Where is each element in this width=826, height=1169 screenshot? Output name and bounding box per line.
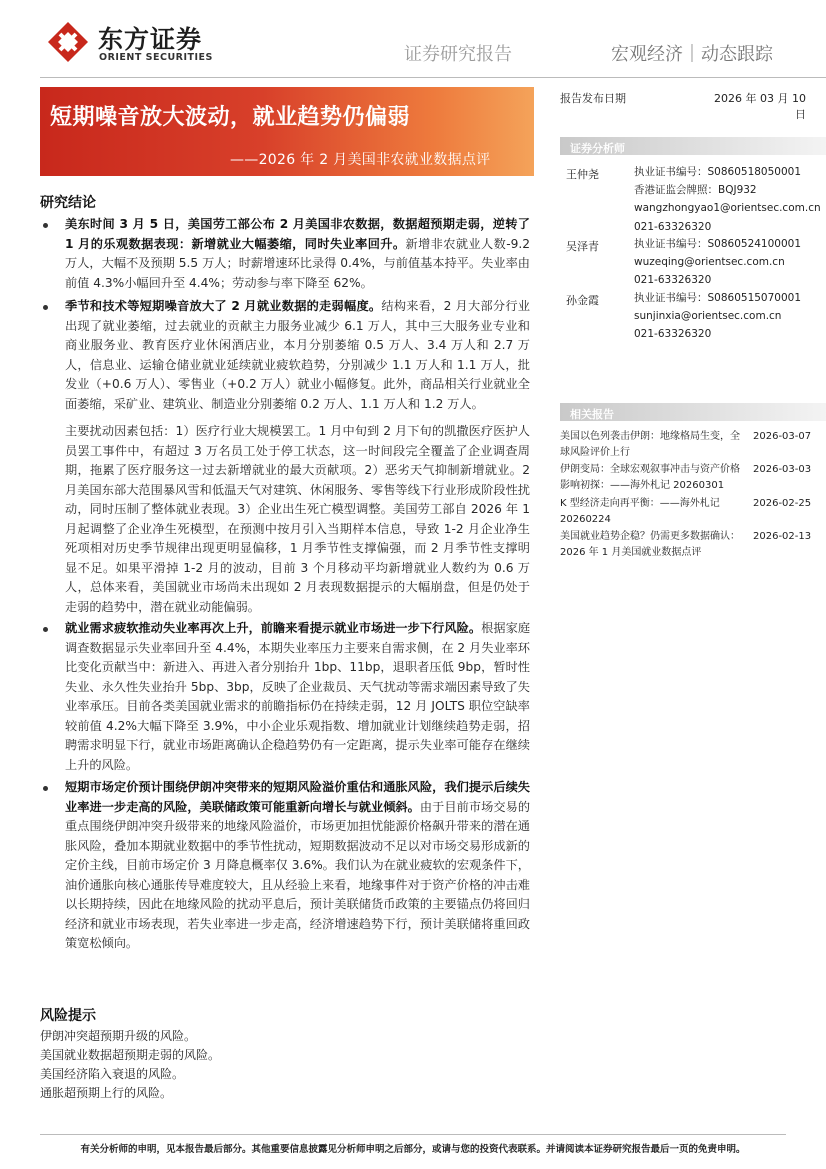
bullet-icon: [43, 786, 48, 791]
conclusion-paragraph: 短期市场定价预计围绕伊朗冲突带来的短期风险溢价重估和通胀风险，我们提示后续失业率进一步走高的风险，美联储政策可能重新向增长与就业倾斜。由于目前市场交易的重点围绕伊朗冲突升级带来的地缘风险溢价，市场更加担忧能源价格飙升带来的潜在通胀风险，叠加本期就业数据中的季节性扰动，短期数据波动不足以对市场交易形成新的定价主线，目前市场定价 3 月降息概率仅 3.6%。我们认为在就业疲软的宏观条件下，油价通胀向核心通胀传导难度较大，且从经验上来看，地缘事件对于资产价格的冲击难以长期持续，因此在地缘风险的扰动平息后，预计美联储货币政策的主要锚点仍将回归经济和就业市场表现，若失业率进一步走高，经济增速趋势下行，预计美联储将重回政策宽松倾向。: [40, 778, 530, 954]
risk-item: 伊朗冲突超预期升级的风险。: [40, 1029, 197, 1043]
risk-item: 美国就业数据超预期走弱的风险。: [40, 1048, 221, 1062]
risk-item: 通胀超预期上行的风险。: [40, 1086, 173, 1100]
analyst-section-label: 证券分析师: [570, 142, 625, 155]
conclusion-title: 研究结论: [40, 195, 96, 211]
report-title: 短期噪音放大波动，就业趋势仍偏弱: [50, 105, 411, 130]
related-report-title[interactable]: 美国以色列袭击伊朗：地缘格局生变，全球风险评价上行: [560, 431, 740, 458]
related-section-label: 相关报告: [570, 408, 614, 421]
logo-name: 东方证券: [98, 25, 203, 54]
report-subtitle: ——2026 年 2 月美国非农就业数据点评: [230, 152, 491, 168]
publish-date: 2026 年 03 月 10 日: [714, 92, 806, 121]
footer-divider: [40, 1134, 786, 1135]
analyst-info: 执业证书编号：S0860515070001 sunjinxia@orientsec.com.cn 021-63326320: [634, 292, 802, 341]
related-report-title[interactable]: 伊朗变局：全球宏观叙事冲击与资产价格影响初探：——海外札记 20260301: [560, 464, 740, 491]
report-category: 宏观经济｜动态跟踪: [611, 44, 773, 65]
conclusion-paragraph: 季节和技术等短期噪音放大了 2 月就业数据的走弱幅度。结构来看，2 月大部分行业出现了就业萎缩，过去就业的贡献主力服务业减少 6.1 万人，其中三大服务业专业和商业服务业、教育医疗业休闲酒店业，本月分别萎缩 0.5 万人、3.4 万人和 2.7 万人，信息业、运输仓储业就业延续就业疲软趋势，分别减少 1.1 万人和 1.1 万人，批发业（+0.6 万人）、零售业（+0.2 万人）就业小幅修复。此外，商品相关行业就业全面萎缩，采矿业、建筑业、制造业分别萎缩 0.2 万人、1.1 万人和 1.2 万人。 主要扰动因素包括：1）医疗行业大规模罢工。1 月中旬到 2 月下旬的凯撒医疗医护人员罢工事件中，有超过 3 万名员工处于停工状态，这一时间段完全覆盖了企业调查周期，拖累了医疗服务这一过去新增就业的最大贡献项。2）恶劣天气抑制新增就业。2 月美国东部大范围暴风雪和低温天气对建筑、休闲服务、零售等线下行业形成阶段性扰动，同时压制了整体就业表现。3）企业出生死亡模型调整。美国劳工部自 2026 年 1 月起调整了企业净生死模型，在预测中按月引入当期样本信息，导致 1-2 月企业净生死项相对历史季节规律出现更明显偏移，1 月季节性支撑偏强，而 2 月季节性支撑明显不足。如果平滑掉 1-2 月的波动，目前 3 个月移动平均新增就业人数约为 0.6 万人，总体来看，美国就业市场尚未出现如 2 月表现数据提示的大幅崩盘，但是仍处于走弱的趋势中，潜在就业动能偏弱。: [40, 297, 530, 617]
footer-disclaimer: 有关分析师的申明，见本报告最后部分。其他重要信息披露见分析师申明之后部分，或请与您的投资代表联系。并请阅读本证券研究报告最后一页的免责申明。: [80, 1144, 746, 1155]
header-divider: [40, 77, 826, 78]
orient-logo-icon: [46, 20, 90, 64]
logo-english: ORIENT SECURITIES: [99, 52, 213, 63]
analyst-info: 执业证书编号：S0860524100001 wuzeqing@orientsec.com.cn 021-63326320: [634, 238, 802, 287]
related-report-date: 2026-02-13: [753, 531, 812, 542]
risk-title: 风险提示: [40, 1008, 96, 1024]
related-report-title[interactable]: K 型经济走向再平衡：——海外札记 20260224: [560, 498, 720, 525]
analyst-info: 执业证书编号：S0860518050001 香港证监会牌照：BQJ932 wangzhongyao1@orientsec.com.cn 021-63326320: [634, 166, 821, 233]
analyst-name: 孙金霞: [566, 294, 599, 307]
bullet-icon: [43, 627, 48, 632]
bullet-icon: [43, 223, 48, 228]
related-report-date: 2026-03-07: [753, 431, 812, 442]
related-report-date: 2026-02-25: [753, 498, 812, 509]
related-section-bar: [560, 403, 826, 421]
analyst-name: 吴泽青: [566, 240, 599, 253]
bullet-icon: [43, 305, 48, 310]
conclusion-paragraph: 美东时间 3 月 5 日，美国劳工部公布 2 月美国非农数据，数据超预期走弱，逆转了 1 月的乐观数据表现：新增就业大幅萎缩，同时失业率回升。新增非农就业人数-9.2 万人，大幅不及预期 5.5 万人；时薪增速环比录得 0.4%，与前值基本持平。失业率由前值 4.3%小幅回升至 4.4%；劳动参与率下降至 62%。: [40, 215, 530, 293]
related-report-title[interactable]: 美国就业趋势企稳？仍需更多数据确认：2026 年 1 月美国就业数据点评: [560, 531, 740, 558]
conclusion-paragraph: 就业需求疲软推动失业率再次上升，前瞻来看提示就业市场进一步下行风险。根据家庭调查数据显示失业率回升至 4.4%，本期失业率压力主要来自需求侧，在 2 月失业率环比变化贡献当中：新进入、再进入者分别抬升 1bp、11bp，退职者压低 9bp，暂时性失业、永久性失业抬升 5bp、3bp，反映了企业裁员、天气扰动等需求端因素导致了失业率承压。目前各类美国就业需求的前瞻指标仍在持续走弱，12 月 JOLTS 职位空缺率较前值 4.2%大幅下降至 3.9%，中小企业乐观指数、增加就业计划继续趋势走弱，招聘需求明显下行，就业市场距离确认企稳趋势仍有一定距离，提示失业率可能存在继续上升的风险。: [40, 619, 530, 775]
publish-date-label: 报告发布日期: [560, 92, 626, 105]
report-type: 证券研究报告: [404, 44, 512, 65]
analyst-name: 王仲尧: [566, 168, 599, 181]
related-report-date: 2026-03-03: [753, 464, 812, 475]
analyst-section-bar: [560, 137, 826, 155]
risk-item: 美国经济陷入衰退的风险。: [40, 1067, 185, 1081]
